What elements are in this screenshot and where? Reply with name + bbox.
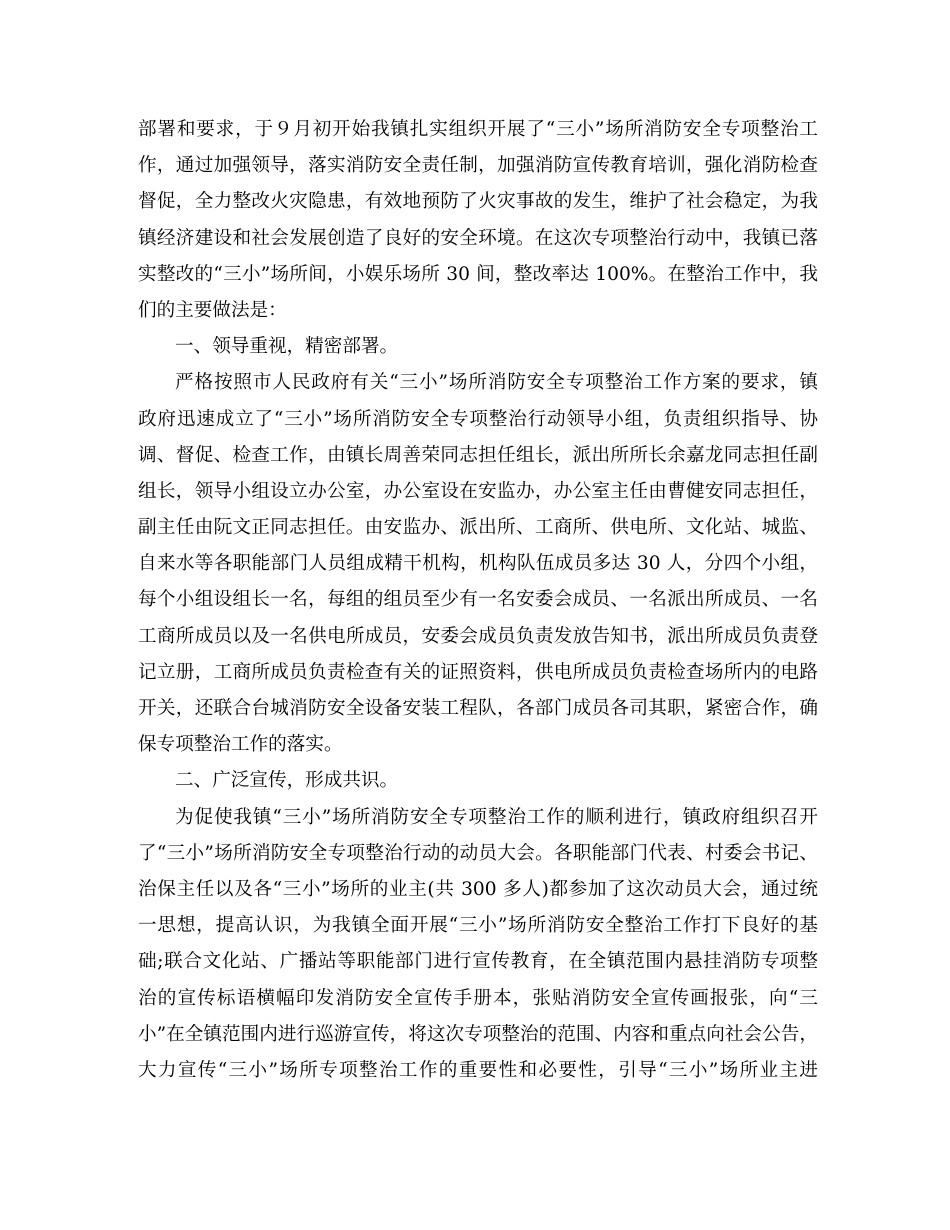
text-line: 组长，领导小组设立办公室，办公室设在安监办，办公室主任由曹健安同志担任， [138, 480, 818, 502]
document-page [138, 112, 818, 1089]
text-line: 一思想，提高认识，为我镇全面开展“三小”场所消防安全整治工作打下良好的基 [138, 915, 818, 937]
text-line: 开关，还联合台城消防安全设备安装工程队，各部门成员各司其职，紧密合作，确 [138, 698, 818, 719]
text-line: 保专项整治工作的落实。 [138, 734, 343, 756]
paragraph-section-2 [138, 800, 818, 1090]
text-line: 自来水等各职能部门人员组成精干机构，机构队伍成员多达 30 人，分四个小组， [138, 553, 818, 575]
text-line: 记立册，工商所成员负责检查有关的证照资料，供电所成员负责检查场所内的电路 [138, 661, 818, 683]
paragraph-section-1 [138, 365, 818, 763]
text-line: 们的主要做法是： [138, 299, 287, 321]
text-line: 调、督促、检查工作，由镇长周善荣同志担任组长，派出所所长余嘉龙同志担任副 [138, 444, 818, 466]
text-line: 础;联合文化站、广播站等职能部门进行宣传教育，在全镇范围内悬挂消防专项整 [138, 951, 818, 973]
text-line: 治保主任以及各“三小”场所的业主(共 300 多人)都参加了这次动员大会，通过统 [138, 878, 818, 900]
paragraph-intro [138, 112, 818, 329]
text-line: 副主任由阮文正同志担任。由安监办、派出所、工商所、供电所、文化站、城监、 [138, 517, 818, 539]
text-line: 督促，全力整改火灾隐患，有效地预防了火灾事故的发生，维护了社会稳定，为我 [138, 191, 818, 213]
section-heading-2 [138, 763, 818, 799]
text-line: 每个小组设组长一名，每组的组员至少有一名安委会成员、一名派出所成员、一名 [138, 589, 818, 611]
text-line: 实整改的“三小”场所间，小娱乐场所 30 间，整改率达 100%。在整治工作中，我 [138, 263, 818, 285]
text-line: 工商所成员以及一名供电所成员，安委会成员负责发放告知书，派出所成员负责登 [138, 625, 818, 647]
text-line: 严格按照市人民政府有关“三小”场所消防安全专项整治工作方案的要求，镇 [175, 372, 818, 394]
text-line: 为促使我镇“三小”场所消防安全专项整治工作的顺利进行，镇政府组织召开 [175, 806, 818, 828]
text-line: 作，通过加强领导，落实消防安全责任制，加强消防宣传教育培训，强化消防检查 [138, 155, 818, 177]
text-line: 镇经济建设和社会发展创造了良好的安全环境。在这次专项整治行动中，我镇已落 [138, 227, 818, 249]
text-line: 部署和要求，于９月初开始我镇扎实组织开展了“三小”场所消防安全专项整治工 [138, 119, 818, 140]
text-line: 小”在全镇范围内进行巡游宣传，将这次专项整治的范围、内容和重点向社会公告， [138, 1023, 818, 1045]
heading-text: 二、广泛宣传，形成共识。 [175, 770, 399, 792]
heading-text: 一、领导重视，精密部署。 [175, 336, 399, 358]
text-line: 大力宣传“三小”场所专项整治工作的重要性和必要性，引导“三小”场所业主进 [138, 1059, 818, 1081]
section-heading-1 [138, 329, 818, 365]
text-line: 治的宣传标语横幅印发消防安全宣传手册本，张贴消防安全宣传画报张，向“三 [138, 987, 818, 1009]
text-line: 政府迅速成立了“三小”场所消防安全专项整治行动领导小组，负责组织指导、协 [138, 408, 818, 430]
text-line: 了“三小”场所消防安全专项整治行动的动员大会。各职能部门代表、村委会书记、 [138, 842, 818, 864]
